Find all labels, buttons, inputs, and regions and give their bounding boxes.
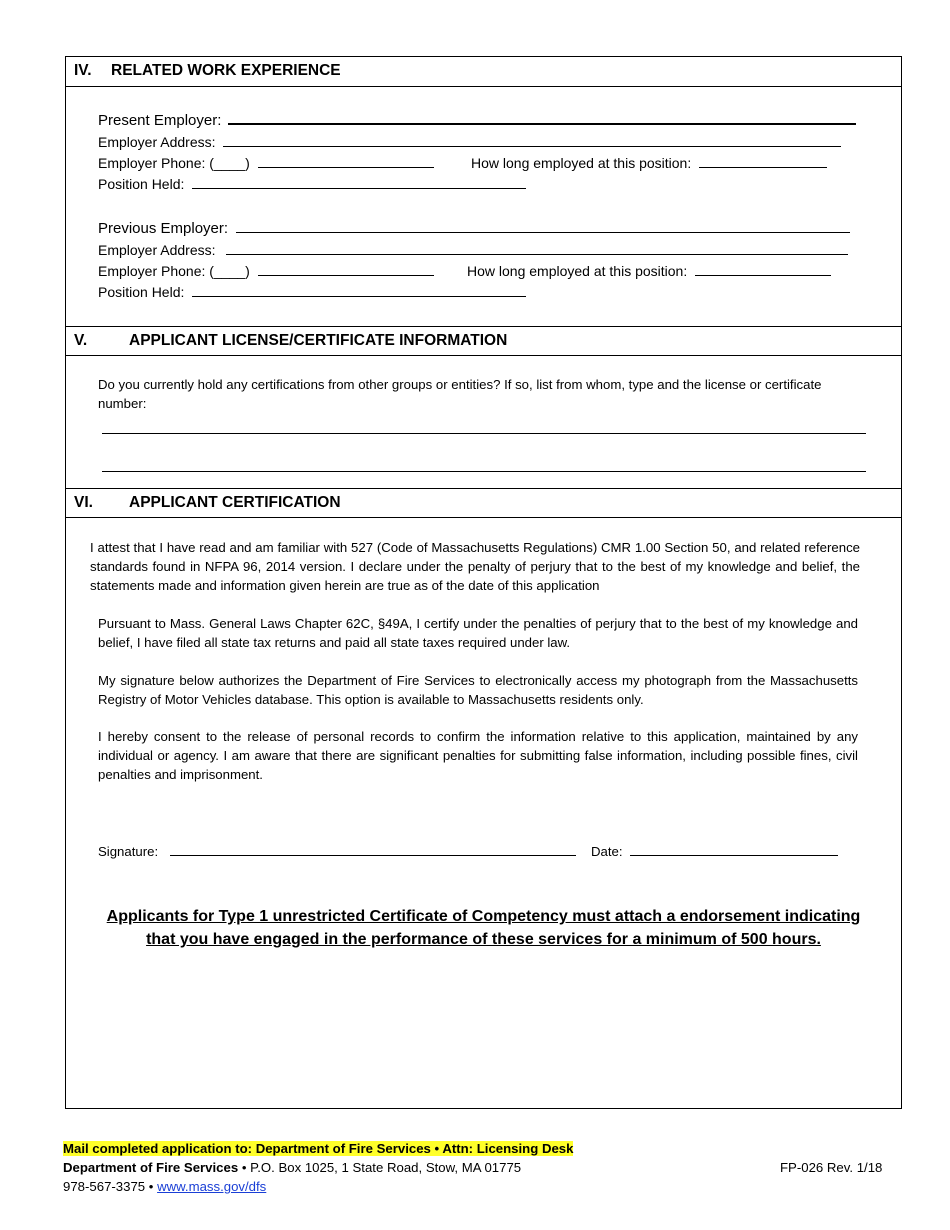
previous-address-label: Employer Address:	[98, 242, 216, 258]
present-position-row	[98, 174, 526, 194]
present-how-long-row	[471, 153, 827, 173]
section-v-header	[66, 326, 901, 356]
date-field[interactable]	[630, 841, 838, 856]
signature-row	[98, 841, 576, 862]
tax-certification-paragraph: Pursuant to Mass. General Laws Chapter 62C, §49A, I certify under the penalties of perjury that to the best of my knowledge and belief, I have filed all state tax returns and paid all state taxes required under law.	[98, 616, 858, 651]
previous-phone-field[interactable]	[258, 261, 434, 276]
present-phone-label: Employer Phone: (____)	[98, 155, 250, 171]
application-form-frame	[65, 56, 902, 1109]
present-position-field[interactable]	[192, 174, 526, 189]
previous-how-long-row	[467, 261, 831, 281]
present-address-row	[98, 132, 841, 152]
date-label: Date:	[591, 844, 623, 859]
previous-employer-field[interactable]	[236, 218, 850, 233]
consent-paragraph: I hereby consent to the release of personal records to confirm the information relative to this application, maintained by any individual or agency. I am aware that there are significant penalties for submitting false information, including possible fines, civil penalties and imprisonment.	[98, 729, 858, 783]
section-v-number: V.	[74, 332, 88, 349]
license-answer-line-2[interactable]	[102, 471, 866, 472]
department-street-address: • P.O. Box 1025, 1 State Road, Stow, MA 01775	[238, 1160, 522, 1175]
department-address	[63, 1158, 521, 1177]
department-website-link[interactable]: www.mass.gov/dfs	[157, 1179, 267, 1194]
form-id: FP-026 Rev. 1/18	[780, 1160, 883, 1175]
section-vi-header	[66, 488, 901, 518]
previous-employer-label: Previous Employer:	[98, 220, 229, 237]
present-how-long-label: How long employed at this position:	[471, 155, 692, 171]
section-iv-header	[66, 57, 901, 87]
mail-instructions-highlight: Mail completed application to: Department of Fire Services • Attn: Licensing Desk	[63, 1141, 574, 1156]
license-question: Do you currently hold any certifications from other groups or entities? If so, list from whom, type and the license or certificate number:	[98, 377, 822, 412]
date-row	[591, 841, 838, 862]
present-phone-row	[98, 153, 434, 173]
endorsement-notice	[66, 905, 901, 951]
previous-position-field[interactable]	[192, 282, 526, 297]
section-iv-title: RELATED WORK EXPERIENCE	[111, 62, 341, 79]
present-employer-label: Present Employer:	[98, 112, 222, 129]
department-phone: 978-567-3375 •	[63, 1179, 158, 1194]
section-v-title: APPLICANT LICENSE/CERTIFICATE INFORMATION	[129, 332, 508, 349]
endorsement-notice-line-2: that you have engaged in the performance of these services for a minimum of 500 hours.	[146, 931, 821, 948]
previous-how-long-label: How long employed at this position:	[467, 263, 688, 279]
department-name: Department of Fire Services	[63, 1160, 239, 1175]
signature-label: Signature:	[98, 844, 159, 859]
present-phone-field[interactable]	[258, 153, 434, 168]
previous-how-long-field[interactable]	[695, 261, 831, 276]
section-iv-number: IV.	[74, 62, 92, 79]
previous-address-field[interactable]	[226, 240, 848, 255]
license-answer-line-1[interactable]	[102, 433, 866, 434]
attestation-paragraph: I attest that I have read and am familiar with 527 (Code of Massachusetts Regulations) CMR 1.00 Section 50, and related reference standards found in NFPA 96, 2014 version. I declare under the penalty of perjury that to the best of my knowledge and belief, the statements made and information given herein are true as of the date of this application	[90, 540, 860, 594]
previous-phone-label: Employer Phone: (____)	[98, 263, 250, 279]
present-employer-field[interactable]	[228, 109, 856, 125]
mail-instructions	[63, 1139, 573, 1158]
contact-line	[63, 1177, 266, 1196]
present-position-label: Position Held:	[98, 176, 185, 192]
present-how-long-field[interactable]	[699, 153, 827, 168]
present-employer-row	[98, 109, 856, 131]
previous-address-row	[98, 240, 848, 260]
previous-position-row	[98, 282, 526, 302]
previous-position-label: Position Held:	[98, 284, 185, 300]
section-vi-title: APPLICANT CERTIFICATION	[129, 494, 341, 511]
signature-field[interactable]	[170, 841, 576, 856]
present-address-field[interactable]	[223, 132, 841, 147]
section-vi-number: VI.	[74, 494, 93, 511]
photo-authorization-paragraph: My signature below authorizes the Department of Fire Services to electronically access my photograph from the Massachusetts Registry of Motor Vehicles database. This option is available to Massachusetts residents only.	[98, 673, 858, 708]
previous-phone-row	[98, 261, 434, 281]
endorsement-notice-line-1: Applicants for Type 1 unrestricted Certificate of Competency must attach a endorsement indicating	[106, 908, 861, 925]
present-address-label: Employer Address:	[98, 134, 216, 150]
previous-employer-row	[98, 218, 850, 239]
